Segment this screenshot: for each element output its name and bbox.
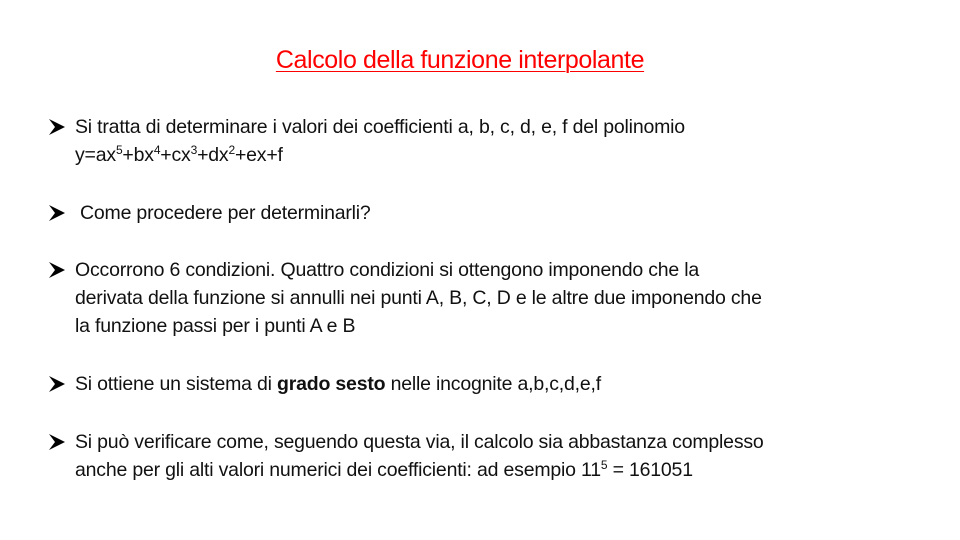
bullet-text-2 (75, 199, 898, 227)
bullet-text-4 (75, 370, 898, 398)
bullet-3-line-3: la funzione passi per i punti A e B (75, 315, 356, 337)
bullet-item-2 (48, 199, 898, 227)
bullet-3-line-2: derivata della funzione si annulli nei punti A, B, C, D e le altre due imponendo che (75, 287, 762, 309)
polynomial-expression: $y=ax^5+bx^4+cx^3+dx^2+ex+f$ (75, 143, 283, 166)
slide-title-text: Calcolo della funzione interpolante (275, 46, 645, 74)
arrow-bullet-icon (48, 199, 75, 226)
bullet-item-4 (48, 370, 898, 398)
slide-title (0, 44, 920, 76)
bullet-1-line-1: Si tratta di determinare i valori dei coefficienti a, b, c, d, e, f del polinomio (75, 116, 685, 138)
bullet-4-line-1: Si ottiene un sistema di grado sesto nelle incognite a,b,c,d,e,f (75, 373, 601, 395)
arrow-bullet-icon (48, 428, 75, 455)
bullet-text-1 (75, 113, 898, 169)
bullet-text-3 (75, 256, 898, 340)
bullet-item-1 (48, 113, 898, 169)
bullet-item-5 (48, 428, 898, 484)
arrow-bullet-icon (48, 370, 75, 397)
bullet-text-5 (75, 428, 898, 484)
bold-emphasis: grado sesto (277, 373, 386, 395)
arrow-bullet-icon (48, 256, 75, 283)
bullet-3-line-1: Occorrono 6 condizioni. Quattro condizioni si ottengono imponendo che la (75, 259, 700, 281)
bullet-5-line-2: anche per gli alti valori numerici dei coefficienti: ad esempio $11^5 = 161051$ (75, 458, 693, 481)
arrow-bullet-icon (48, 113, 75, 140)
bullet-item-3 (48, 256, 898, 340)
bullet-2-line-1: Come procedere per determinarli? (80, 202, 371, 224)
bullet-5-line-1: Si può verificare come, seguendo questa via, il calcolo sia abbastanza complesso (75, 431, 764, 453)
